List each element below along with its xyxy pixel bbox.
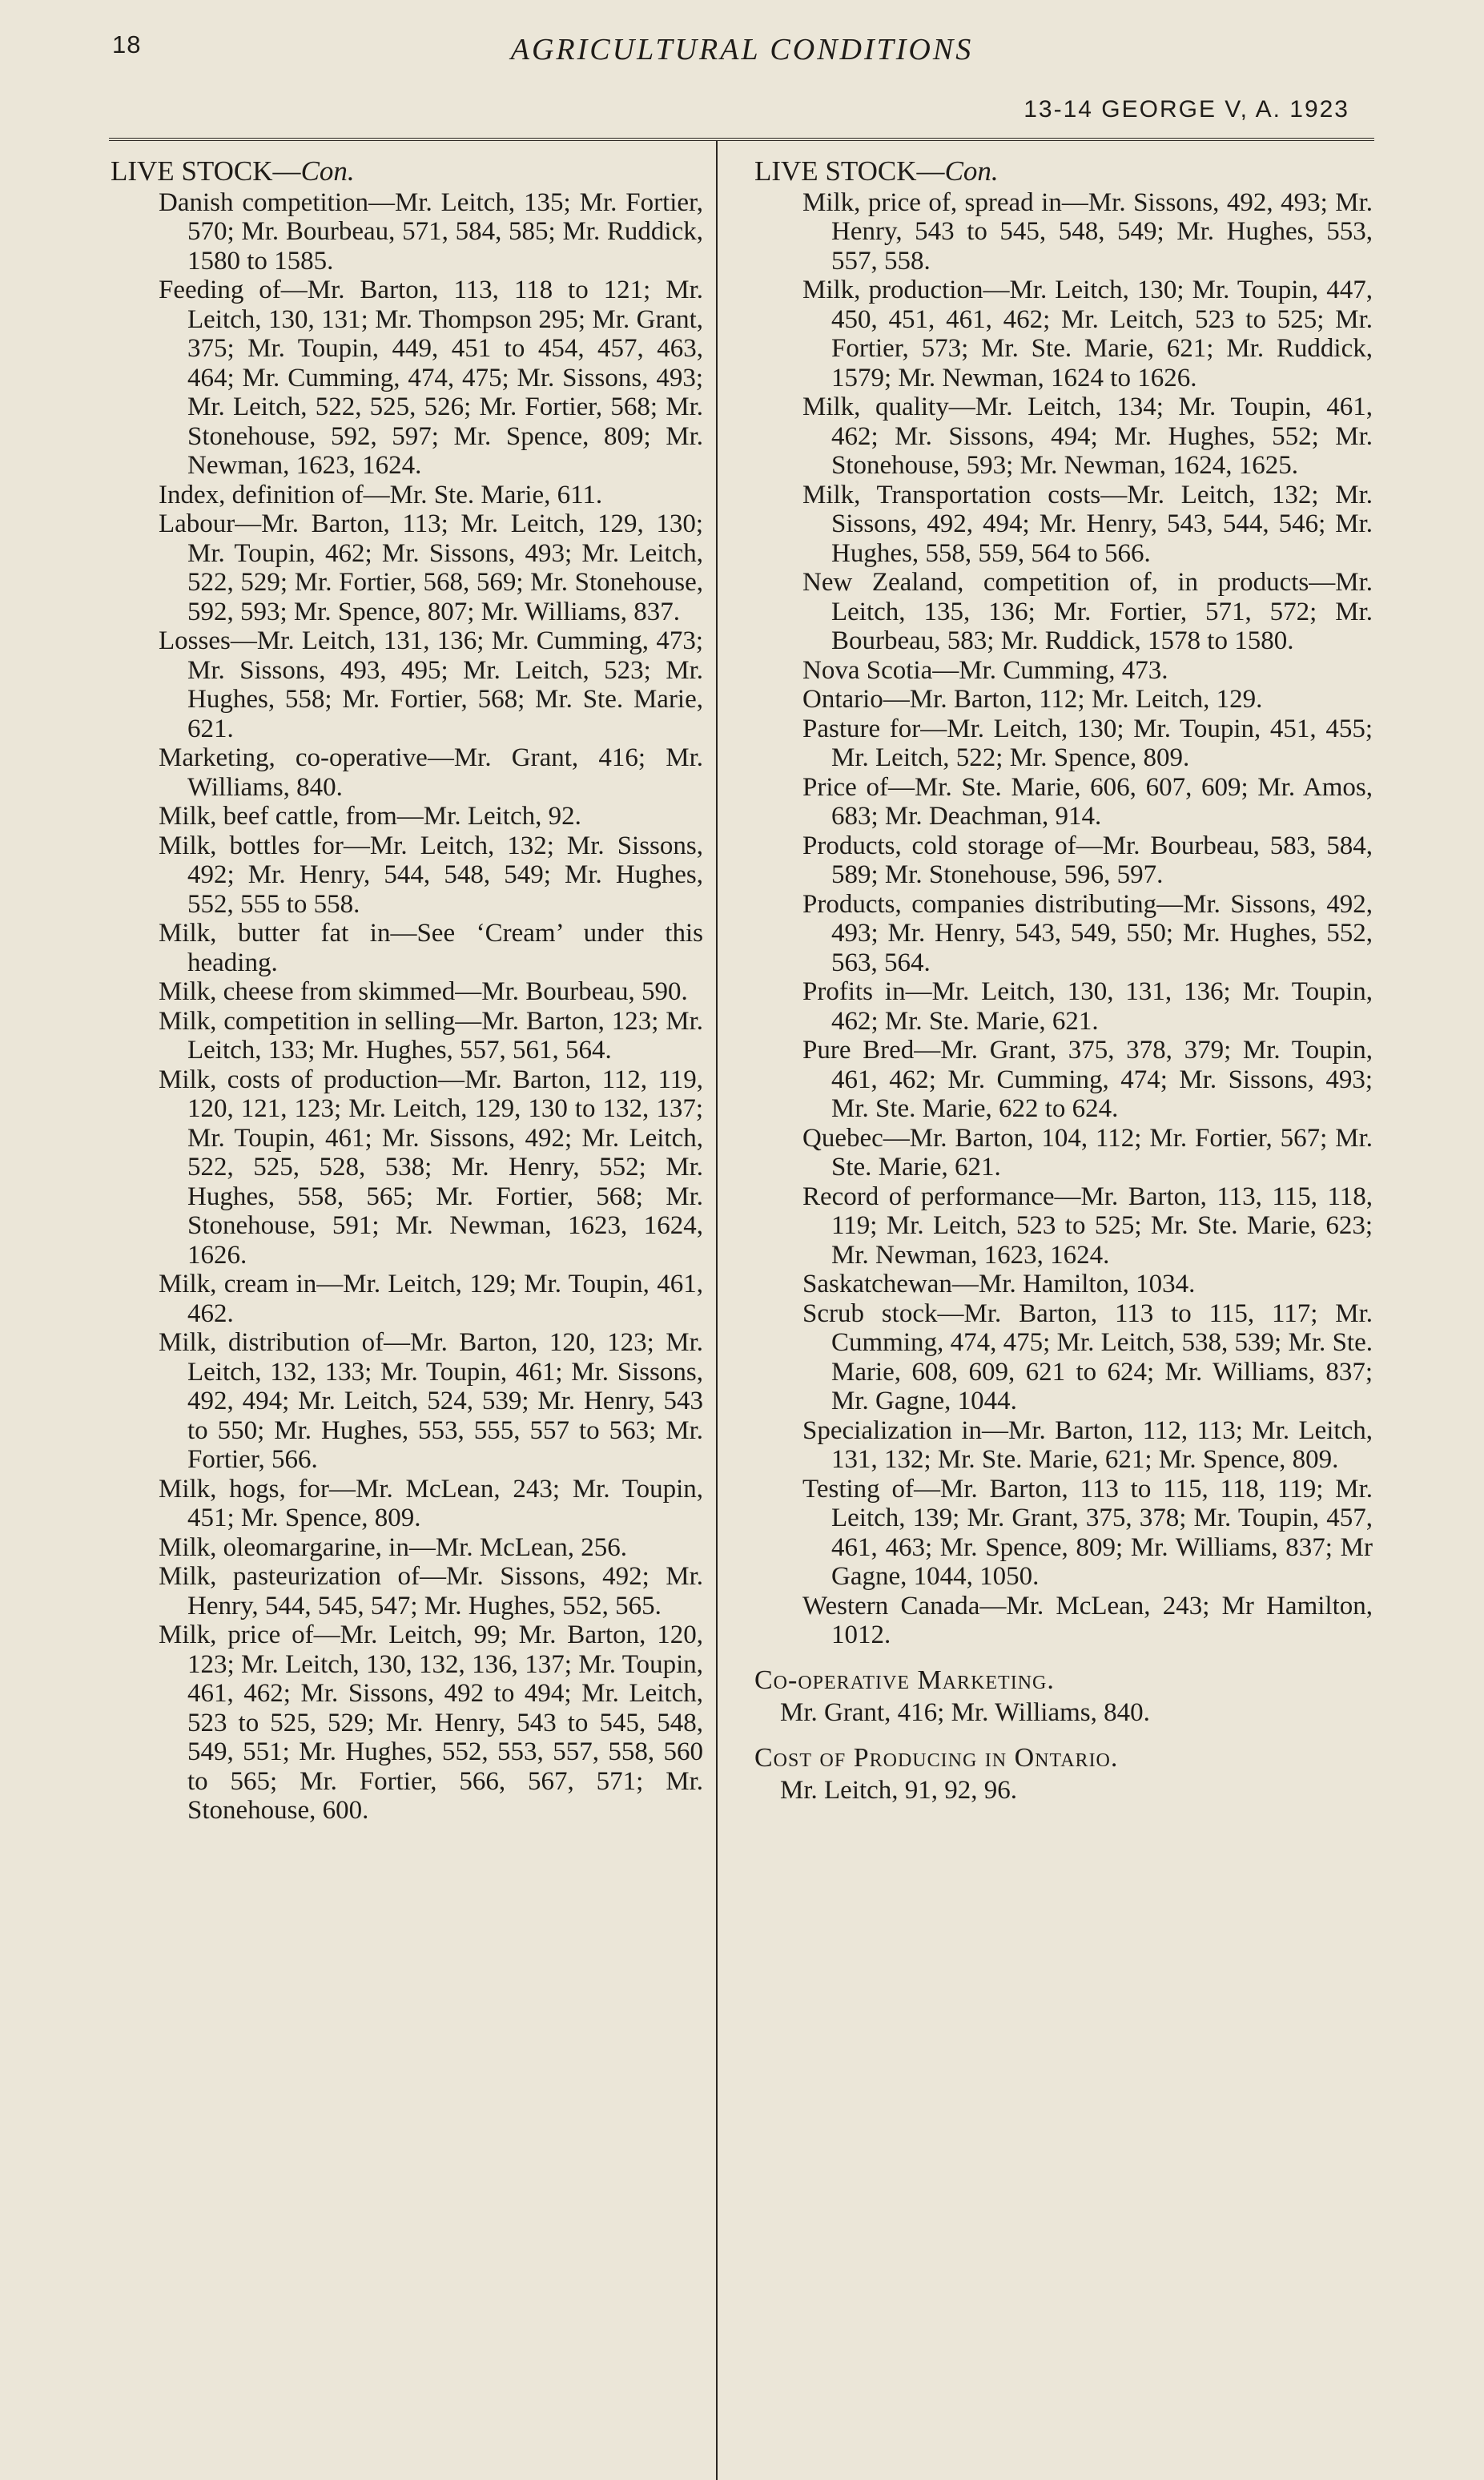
- top-rule: [109, 138, 1374, 141]
- index-entry: Quebec—Mr. Barton, 104, 112; Mr. Fortier, 567; Mr. Ste. Marie, 621.: [802, 1123, 1373, 1182]
- index-entry: Milk, cheese from skimmed—Mr. Bourbeau, 590.: [159, 977, 688, 1006]
- index-entry: Milk, pasteurization of—Mr. Sissons, 492; Mr. Henry, 544, 545, 547; Mr. Hughes, 552, 565.: [159, 1562, 703, 1620]
- heading-text: LIVE STOCK—: [754, 155, 945, 187]
- index-entry: New Zealand, competition of, in products—Mr. Leitch, 135, 136; Mr. Fortier, 571, 572; Mr. Bourbeau, 583; Mr. Ruddick, 1578 to 1580.: [802, 568, 1373, 655]
- index-entry: Products, cold storage of—Mr. Bourbeau, 583, 584, 589; Mr. Stonehouse, 596, 597.: [802, 831, 1373, 889]
- index-entry: Scrub stock—Mr. Barton, 113 to 115, 117; Mr. Cumming, 474, 475; Mr. Leitch, 538, 539; Mr. Ste. Marie, 608, 609, 621 to 624; Mr. Williams, 837; Mr. Gagne, 1044.: [802, 1298, 1373, 1415]
- index-entry: Pasture for—Mr. Leitch, 130; Mr. Toupin, 451, 455; Mr. Leitch, 522; Mr. Spence, 809.: [802, 714, 1373, 772]
- index-entry: Price of—Mr. Ste. Marie, 606, 607, 609; Mr. Amos, 683; Mr. Deachman, 914.: [802, 772, 1373, 831]
- index-entry: Milk, cream in—Mr. Leitch, 129; Mr. Toupin, 461, 462.: [159, 1270, 703, 1328]
- heading-con: Con.: [944, 155, 999, 187]
- index-entry: Feeding of—Mr. Barton, 113, 118 to 121; Mr. Leitch, 130, 131; Mr. Thompson 295; Mr. Grant, 375; Mr. Toupin, 449, 451 to 454, 457, 463, 464; Mr. Cumming, 474, 475; Mr. Sissons, 493; Mr. Leitch, 522, 525, 526; Mr. Fortier, 568; Mr. Stonehouse, 592, 597; Mr. Spence, 809; Mr. Newman, 1623, 1624.: [159, 276, 703, 480]
- index-entry: Milk, production—Mr. Leitch, 130; Mr. Toupin, 447, 450, 451, 461, 462; Mr. Leitch, 523 to 525; Mr. Fortier, 573; Mr. Ste. Marie, 621; Mr. Ruddick, 1579; Mr. Newman, 1624 to 1626.: [802, 276, 1373, 393]
- index-entry: Milk, bottles for—Mr. Leitch, 132; Mr. Sissons, 492; Mr. Henry, 544, 548, 549; Mr. Hughes, 552, 555 to 558.: [159, 831, 703, 919]
- index-entry: Milk, competition in selling—Mr. Barton, 123; Mr. Leitch, 133; Mr. Hughes, 557, 561, 564.: [159, 1006, 703, 1065]
- section-entry: Mr. Leitch, 91, 92, 96.: [780, 1776, 1018, 1805]
- index-entry: Danish competition—Mr. Leitch, 135; Mr. Fortier, 570; Mr. Bourbeau, 571, 584, 585; Mr. Ruddick, 1580 to 1585.: [159, 187, 703, 276]
- index-entry: Milk, price of, spread in—Mr. Sissons, 492, 493; Mr. Henry, 543 to 545, 548, 549; Mr. Hughes, 553, 557, 558.: [802, 187, 1373, 276]
- page-number: 18: [112, 30, 142, 58]
- index-entry: Labour—Mr. Barton, 113; Mr. Leitch, 129, 130; Mr. Toupin, 462; Mr. Sissons, 493; Mr. Leitch, 522, 529; Mr. Fortier, 568, 569; Mr. Stonehouse, 592, 593; Mr. Spence, 807; Mr. Williams, 837.: [159, 509, 703, 626]
- session-line: 13-14 GEORGE V, A. 1923: [1024, 96, 1349, 123]
- column-heading: [754, 157, 1373, 187]
- index-entry: Pure Bred—Mr. Grant, 375, 378, 379; Mr. Toupin, 461, 462; Mr. Cumming, 474; Mr. Sissons, 493; Mr. Ste. Marie, 622 to 624.: [802, 1036, 1373, 1123]
- index-entry: Milk, hogs, for—Mr. McLean, 243; Mr. Toupin, 451; Mr. Spence, 809.: [159, 1474, 703, 1532]
- index-entry: Milk, costs of production—Mr. Barton, 112, 119, 120, 121, 123; Mr. Leitch, 129, 130 to 132, 137; Mr. Toupin, 461; Mr. Sissons, 492; Mr. Leitch, 522, 525, 528, 538; Mr. Henry, 552; Mr. Hughes, 558, 565; Mr. Fortier, 568; Mr. Stonehouse, 591; Mr. Newman, 1623, 1624, 1626.: [159, 1065, 703, 1270]
- index-entry: Record of performance—Mr. Barton, 113, 115, 118, 119; Mr. Leitch, 523 to 525; Mr. Ste. Marie, 623; Mr. Newman, 1623, 1624.: [802, 1182, 1373, 1270]
- index-entry: Western Canada—Mr. McLean, 243; Mr Hamilton, 1012.: [802, 1591, 1373, 1649]
- index-entry: Milk, oleomargarine, in—Mr. McLean, 256.: [159, 1532, 628, 1562]
- index-entry: Index, definition of—Mr. Ste. Marie, 611.: [159, 480, 603, 509]
- section-heading-cost-of-producing: Cost of Producing in Ontario.: [754, 1742, 1119, 1773]
- index-entry: Milk, quality—Mr. Leitch, 134; Mr. Toupin, 461, 462; Mr. Sissons, 494; Mr. Hughes, 552; Mr. Stonehouse, 593; Mr. Newman, 1624, 1625.: [802, 393, 1373, 480]
- index-entry: Ontario—Mr. Barton, 112; Mr. Leitch, 129.: [802, 685, 1263, 714]
- running-title: AGRICULTURAL CONDITIONS: [510, 33, 974, 66]
- index-entry: Milk, butter fat in—See ‘Cream’ under this heading.: [159, 919, 703, 977]
- right-column: [754, 157, 1373, 1806]
- index-entry: Milk, distribution of—Mr. Barton, 120, 123; Mr. Leitch, 132, 133; Mr. Toupin, 461; Mr. Sissons, 492, 494; Mr. Leitch, 524, 539; Mr. Henry, 543 to 550; Mr. Hughes, 553, 555, 557 to 563; Mr. Fortier, 566.: [159, 1328, 703, 1474]
- section-heading-co-operative-marketing: Co-operative Marketing.: [754, 1665, 1055, 1695]
- index-entry: Profits in—Mr. Leitch, 130, 131, 136; Mr. Toupin, 462; Mr. Ste. Marie, 621.: [802, 977, 1373, 1036]
- index-entry: Saskatchewan—Mr. Hamilton, 1034.: [802, 1270, 1196, 1298]
- index-entry: Milk, price of—Mr. Leitch, 99; Mr. Barton, 120, 123; Mr. Leitch, 130, 132, 136, 137; Mr. Toupin, 461, 462; Mr. Sissons, 492 to 494; Mr. Leitch, 523 to 525, 529; Mr. Henry, 543 to 545, 548, 549, 551; Mr. Hughes, 552, 553, 557, 558, 560 to 565; Mr. Fortier, 566, 567, 571; Mr. Stonehouse, 600.: [159, 1620, 703, 1825]
- column-rule: [716, 141, 718, 2480]
- heading-con: Con.: [300, 155, 355, 187]
- column-heading: [111, 157, 703, 187]
- index-entry: Products, companies distributing—Mr. Sissons, 492, 493; Mr. Henry, 543, 549, 550; Mr. Hughes, 552, 563, 564.: [802, 889, 1373, 977]
- index-entry: Milk, Transportation costs—Mr. Leitch, 132; Mr. Sissons, 492, 494; Mr. Henry, 543, 544, 546; Mr. Hughes, 558, 559, 564 to 566.: [802, 480, 1373, 568]
- index-entry: Losses—Mr. Leitch, 131, 136; Mr. Cumming, 473; Mr. Sissons, 493, 495; Mr. Leitch, 523; Mr. Hughes, 558; Mr. Fortier, 568; Mr. Ste. Marie, 621.: [159, 626, 703, 743]
- heading-text: LIVE STOCK—: [111, 155, 301, 187]
- index-entry: Nova Scotia—Mr. Cumming, 473.: [802, 655, 1168, 685]
- index-entry: Testing of—Mr. Barton, 113 to 115, 118, 119; Mr. Leitch, 139; Mr. Grant, 375, 378; Mr. Toupin, 457, 461, 463; Mr. Spence, 809; Mr. Williams, 837; Mr Gagne, 1044, 1050.: [802, 1474, 1373, 1591]
- left-column: [111, 157, 703, 1826]
- index-entry: Milk, beef cattle, from—Mr. Leitch, 92.: [159, 802, 581, 831]
- index-entry: Specialization in—Mr. Barton, 112, 113; Mr. Leitch, 131, 132; Mr. Ste. Marie, 621; Mr. Spence, 809.: [802, 1415, 1373, 1474]
- section-entry: Mr. Grant, 416; Mr. Williams, 840.: [780, 1698, 1150, 1727]
- index-entry: Marketing, co-operative—Mr. Grant, 416; Mr. Williams, 840.: [159, 743, 703, 802]
